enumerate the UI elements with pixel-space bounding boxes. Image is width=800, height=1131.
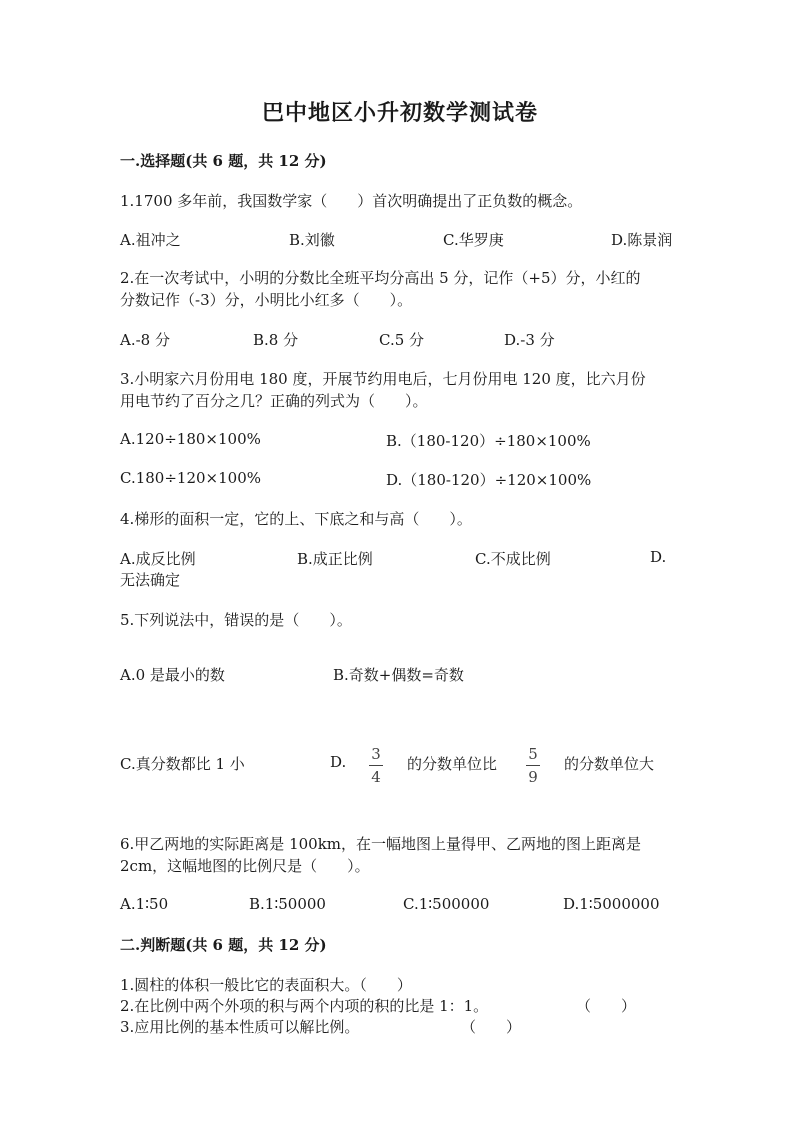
fraction-numerator: 5 xyxy=(528,745,538,763)
q2-option-d[interactable]: D.-3 分 xyxy=(504,331,555,349)
q4-option-c[interactable]: C.不成比例 xyxy=(475,550,551,568)
fraction-bar xyxy=(526,765,540,766)
question-3-line-2: 用电节约了百分之几？正确的列式为（ ）。 xyxy=(120,392,428,410)
q5-option-d-text-2: 的分数单位大 xyxy=(564,755,655,773)
section-heading-choice: 一.选择题(共 6 题，共 12 分) xyxy=(120,152,327,170)
q1-option-a[interactable]: A.祖冲之 xyxy=(120,231,181,249)
fraction-denominator: 4 xyxy=(371,768,381,786)
q6-option-c[interactable]: C.1∶500000 xyxy=(403,895,490,913)
q2-option-a[interactable]: A.-8 分 xyxy=(120,331,170,349)
q1-option-d[interactable]: D.陈景润 xyxy=(611,231,673,249)
q1-option-c[interactable]: C.华罗庚 xyxy=(443,231,504,249)
q6-option-b[interactable]: B.1∶50000 xyxy=(249,895,326,913)
q2-option-b[interactable]: B.8 分 xyxy=(253,331,299,349)
question-2-line-2: 分数记作（-3）分，小明比小红多（ ）。 xyxy=(120,291,413,309)
fraction-five-ninths xyxy=(524,745,542,786)
q5-option-c[interactable]: C.真分数都比 1 小 xyxy=(120,755,245,773)
q1-option-b[interactable]: B.刘徽 xyxy=(289,231,335,249)
q6-option-d[interactable]: D.1∶5000000 xyxy=(563,895,660,913)
q3-option-d[interactable]: D.（180-120）÷120×100% xyxy=(386,471,592,489)
q5-option-d-label[interactable]: D. xyxy=(330,753,347,771)
q3-option-c[interactable]: C.180÷120×100% xyxy=(120,469,261,487)
q5-option-d-text-1: 的分数单位比 xyxy=(407,755,498,773)
section-heading-true-false: 二.判断题(共 6 题，共 12 分) xyxy=(120,936,327,954)
fraction-three-quarters xyxy=(367,745,385,786)
fraction-numerator: 3 xyxy=(371,745,381,763)
question-2-line-1: 2.在一次考试中，小明的分数比全班平均分高出 5 分，记作（+5）分，小红的 xyxy=(120,269,641,287)
q5-option-b[interactable]: B.奇数+偶数=奇数 xyxy=(333,666,464,684)
page-title: 巴中地区小升初数学测试卷 xyxy=(261,100,538,126)
q5-option-a[interactable]: A.0 是最小的数 xyxy=(120,666,225,684)
question-3-line-1: 3.小明家六月份用电 180 度，开展节约用电后，七月份用电 120 度，比六月份 xyxy=(120,370,646,388)
question-1: 1.1700 多年前，我国数学家（ ）首次明确提出了正负数的概念。 xyxy=(120,192,583,210)
q2-option-c[interactable]: C.5 分 xyxy=(379,331,425,349)
question-5: 5.下列说法中，错误的是（ ）。 xyxy=(120,611,352,629)
judgment-item-2: 2.在比例中两个外项的积与两个内项的积的比是 1：1。 xyxy=(120,997,489,1015)
judgment-item-3-answer-bracket[interactable]: （ ） xyxy=(461,1018,522,1036)
q4-option-d-text[interactable]: 无法确定 xyxy=(120,571,181,589)
q4-option-a[interactable]: A.成反比例 xyxy=(120,550,196,568)
question-4: 4.梯形的面积一定，它的上、下底之和与高（ ）。 xyxy=(120,510,472,528)
judgment-item-3: 3.应用比例的基本性质可以解比例。 xyxy=(120,1018,360,1036)
judgment-item-1: 1.圆柱的体积一般比它的表面积大。（ ） xyxy=(120,976,412,994)
fraction-denominator: 9 xyxy=(528,768,538,786)
q6-option-a[interactable]: A.1∶50 xyxy=(120,895,169,913)
question-6-line-2: 2cm，这幅地图的比例尺是（ ）。 xyxy=(120,857,370,875)
q4-option-b[interactable]: B.成正比例 xyxy=(297,550,373,568)
judgment-item-2-answer-bracket[interactable]: （ ） xyxy=(576,997,637,1015)
q3-option-b[interactable]: B.（180-120）÷180×100% xyxy=(386,432,591,450)
q3-option-a[interactable]: A.120÷180×100% xyxy=(120,430,261,448)
q4-option-d-label[interactable]: D. xyxy=(650,548,667,566)
fraction-bar xyxy=(369,765,383,766)
question-6-line-1: 6.甲乙两地的实际距离是 100km，在一幅地图上量得甲、乙两地的图上距离是 xyxy=(120,835,642,853)
